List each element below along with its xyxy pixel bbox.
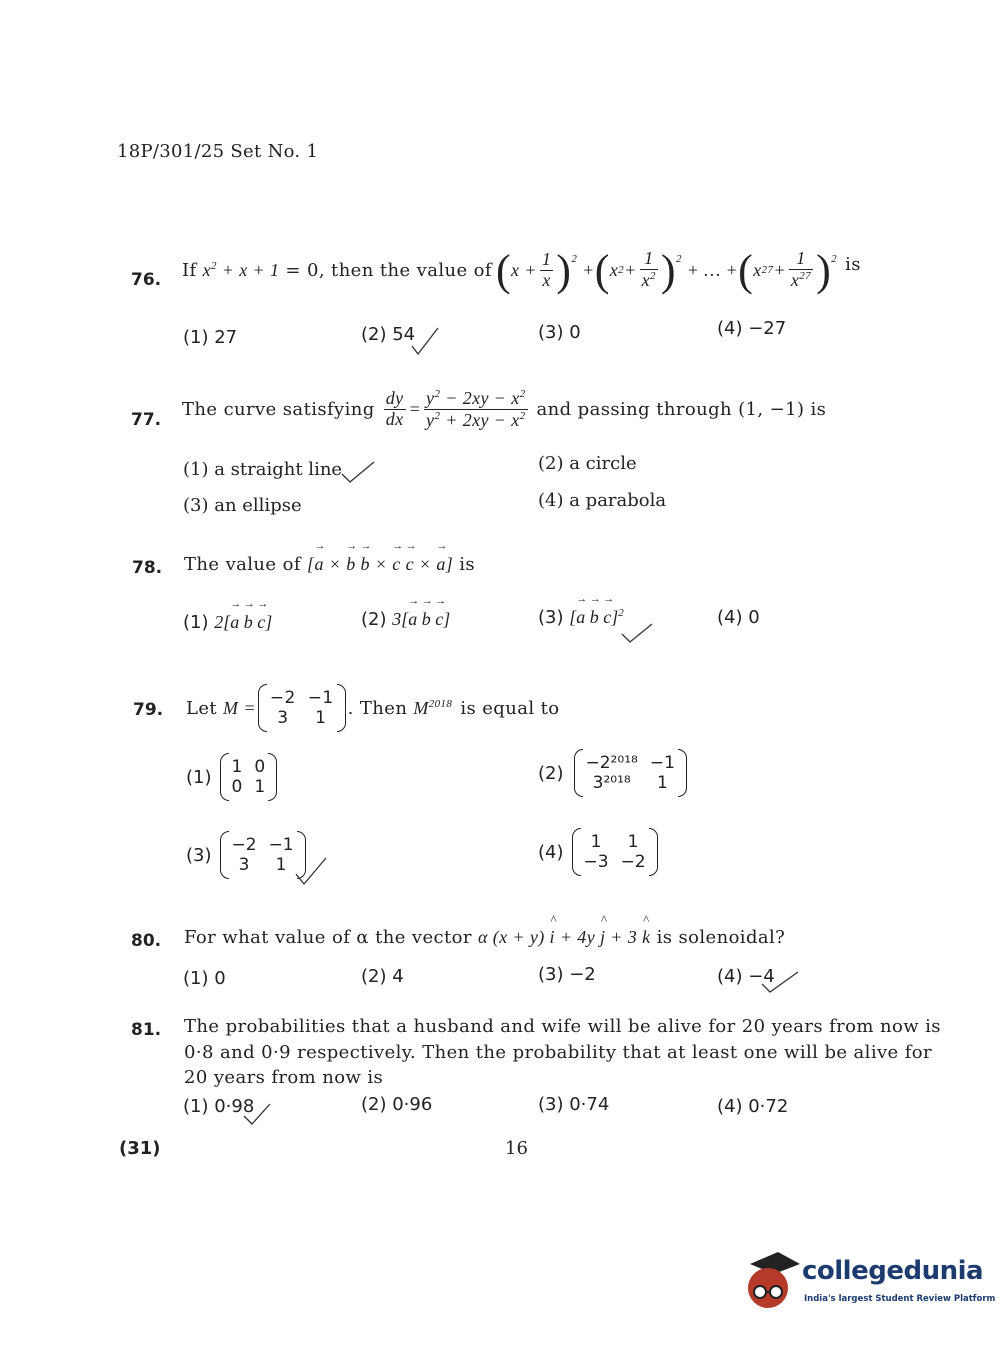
q78-expression: [→ a × → b → b × → c → c × → a] [307,554,453,574]
option-1: (1) 2[→ a → b → c] [183,612,272,633]
q76-intro: If [182,259,197,281]
q80-vector: α (x + y) ^ i + 4y ^ j + 3 ^ k [478,927,650,947]
brand-name: collegedunia [802,1256,984,1286]
q77-intro: The curve satisfying [182,398,375,420]
q80-intro: For what value of α the vector [184,927,472,948]
option-4: (4) 1 1 −3 −2 [538,827,652,877]
question-77-text [182,388,826,431]
q77-equation: $\frac{dy}{dx}$ = $\frac{y^2 - 2xy - x^2}{y^2 + 2xy - x^2}$ [385,388,526,430]
option-4: (4) a parabola [538,490,667,511]
q76-equation: $x^2 + x + 1$ [202,259,280,280]
question-81-line-3: 20 years from now is [184,1067,384,1088]
collegedunia-logo[interactable] [740,1250,996,1320]
q76-series: ( x + $\frac{1}{x}$ ) $^2$ + ( x 2 + $\frac{1}{x^2}$ ) $^2$ + … + ( x 27 + $\frac{1}{x^{27}}$ ) $^2$ [495,245,838,295]
option-2: (2) 4 [361,966,404,987]
option-1: (1) 1 0 0 1 [186,752,271,802]
option-1: (1) a straight line [183,459,343,480]
option-3: (3) −2 −1 3 1 [186,830,300,880]
check-mark-icon [410,326,440,356]
option-4: (4) 0·72 [717,1096,789,1117]
option-1: (1) 0 [183,968,226,989]
option-3: (3) an ellipse [183,495,302,516]
q76-is: is [845,254,861,275]
option-3: (3) 0 [538,322,581,343]
question-number: 80. [131,931,162,951]
option-2: (2) 54 [361,324,416,345]
option-2: (2) 0·96 [361,1094,433,1115]
question-78-text [184,554,475,575]
q78-is: is [459,554,476,575]
check-mark-icon [242,1102,272,1128]
q80-end: is solenoidal? [656,927,786,948]
mascot-icon [740,1250,800,1312]
check-mark-icon [294,856,330,888]
question-number: 81. [131,1020,162,1040]
brand-tagline: India's largest Student Review Platform [804,1294,996,1304]
question-number: 77. [131,410,162,430]
option-2: (2) a circle [538,453,637,474]
check-mark-icon [758,968,802,996]
option-3: (3) 0·74 [538,1094,610,1115]
q77-intro-2: and passing through (1, −1) is [536,398,827,420]
option-2: (2) −2²⁰¹⁸ −1 3²⁰¹⁸ 1 [538,745,681,801]
paper-code: 18P/301/25 Set No. 1 [117,141,319,162]
option-1: (1) 27 [183,327,238,348]
question-81-line-1: The probabilities that a husband and wife will be alive for 20 years from now is [184,1016,941,1037]
question-80-text [184,927,785,948]
option-3: (3) [→ a → b → c]$^2$ [538,607,624,628]
q78-intro: The value of [184,554,301,575]
question-number: 79. [133,700,164,720]
option-1: (1) 0·98 [183,1096,255,1117]
question-number: 78. [132,558,163,578]
matrix-m: −2 −1 3 1 [264,688,340,728]
question-number: 76. [131,270,162,290]
option-4: (4) −4 [717,966,775,987]
question-79-text: Let M = −2 −1 3 1 . Then $M^{2018}$ is equal to [186,683,560,733]
option-2: (2) 3[→ a → b → c] [361,609,450,630]
q79-intro: Let [186,697,218,719]
option-4: (4) −27 [717,318,787,339]
question-76-text [182,230,861,310]
check-mark-icon [340,458,376,484]
footer-code: (31) [119,1138,161,1159]
q76-intro-2: = 0, then the value of [285,259,492,281]
question-81-line-2: 0·8 and 0·9 respectively. Then the probability that at least one will be alive for [184,1042,933,1063]
check-mark-icon [618,620,656,646]
option-3: (3) −2 [538,964,596,985]
option-4: (4) 0 [717,607,760,628]
page-number: 16 [505,1138,528,1159]
